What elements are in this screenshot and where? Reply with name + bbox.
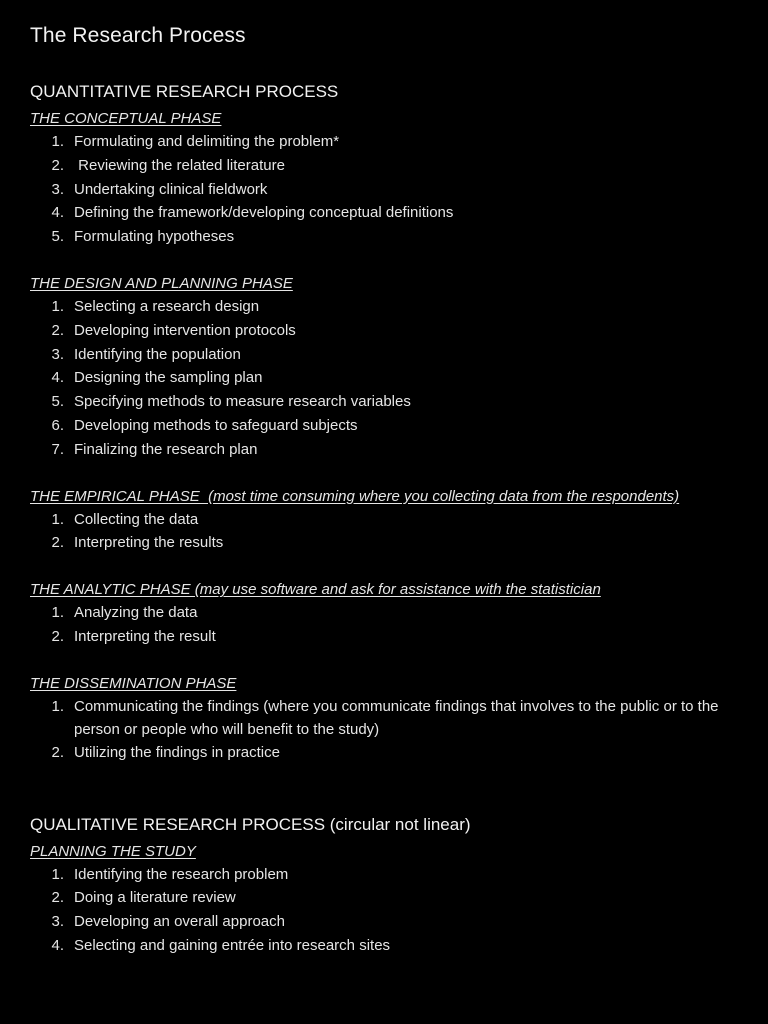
list-item: 1. Identifying the research problem	[51, 865, 289, 883]
phase-title: THE ANALYTIC PHASE (may use software and ask for assistance with the statistician	[30, 581, 601, 599]
list-item: 1. Analyzing the data	[51, 604, 198, 622]
dissemination-phase	[30, 672, 738, 765]
phase-list	[30, 601, 738, 649]
list-item: 6. Developing methods to safeguard subjects	[51, 416, 358, 434]
phase-title: THE DESIGN AND PLANNING PHASE	[30, 274, 293, 292]
phase-list	[30, 295, 738, 462]
phase-title: THE DISSEMINATION PHASE	[30, 674, 237, 692]
phase-list	[30, 130, 738, 249]
analytic-phase	[30, 578, 738, 649]
conceptual-phase	[30, 107, 738, 249]
list-item: 2. Utilizing the findings in practice	[51, 743, 280, 761]
list-item: 5. Formulating hypotheses	[51, 228, 235, 246]
list-item: 1. Formulating and delimiting the problem*	[51, 133, 340, 150]
list-item: 3. Developing an overall approach	[51, 913, 285, 931]
list-item: 4. Designing the sampling plan	[51, 369, 263, 387]
list-item: 2. Reviewing the related literature	[51, 156, 285, 174]
list-item: 2. Developing intervention protocols	[51, 321, 296, 339]
list-item: 3. Identifying the population	[51, 345, 241, 363]
qualitative-heading: QUALITATIVE RESEARCH PROCESS (circular not linear)	[30, 814, 471, 834]
phase-list	[30, 508, 738, 556]
list-item: 7. Finalizing the research plan	[51, 440, 258, 458]
quantitative-heading: QUANTITATIVE RESEARCH PROCESS	[30, 82, 339, 101]
list-item: 1. Collecting the data	[51, 510, 199, 528]
list-item: 4. Defining the framework/developing conceptual definitions	[51, 204, 454, 222]
list-item: 1. Communicating the findings (where you communicate findings that involves to the public or to the person or people who will benefit to the study)	[51, 697, 719, 738]
list-item: 4. Selecting and gaining entrée into research sites	[51, 936, 391, 954]
phase-list	[30, 863, 738, 958]
list-item: 2. Interpreting the results	[51, 534, 224, 552]
document-title: The Research Process	[30, 24, 246, 47]
phase-list	[30, 695, 738, 765]
list-item: 3. Undertaking clinical fieldwork	[51, 180, 268, 198]
phase-title: PLANNING THE STUDY	[30, 842, 196, 860]
list-item: 1. Selecting a research design	[51, 297, 260, 315]
phase-title: THE CONCEPTUAL PHASE	[30, 110, 222, 127]
list-item: 2. Interpreting the result	[51, 627, 216, 645]
planning-study-phase	[30, 840, 738, 958]
list-item: 2. Doing a literature review	[51, 889, 236, 907]
empirical-phase	[30, 485, 738, 556]
list-item: 5. Specifying methods to measure research variables	[51, 393, 411, 411]
design-planning-phase	[30, 272, 738, 462]
phase-title: THE EMPIRICAL PHASE (most time consuming where you collecting data from the respondents)	[30, 487, 680, 505]
